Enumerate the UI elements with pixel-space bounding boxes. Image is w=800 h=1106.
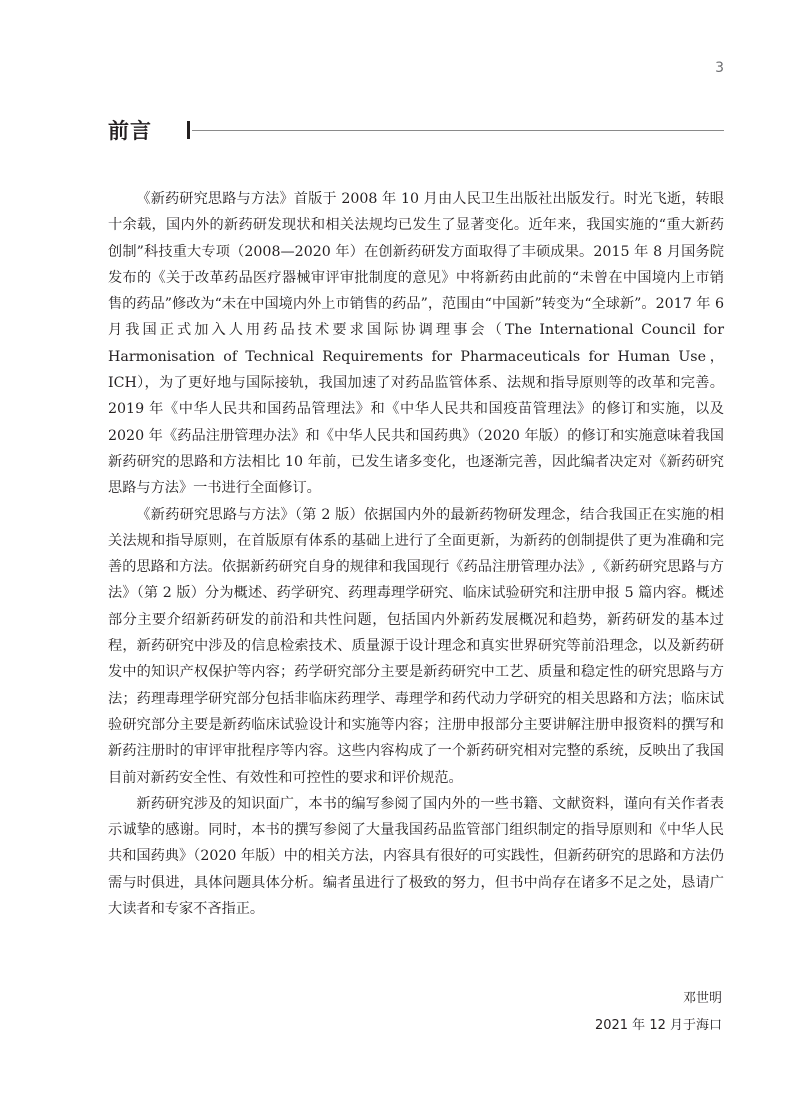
signature-author: 邓世明 [682, 991, 722, 1006]
paragraph-1: 《新药研究思路与方法》首版于 2008 年 10 月由人民卫生出版社出版发行。时光飞逝，转眼十余载，国内外的新药研发现状和相关法规均已发生了显著变化。近年来，我国实施的“重大新药创制”科技重大专项（2008—2020 年）在创新药研发方面取得了丰硕成果。2015 年 8 月国务院发布的《关于改革药品医疗器械审评审批制度的意见》中将新药由此前的“未曾在中国境内上市销售的药品”修改为“未在中国境内外上市销售的药品”，范围由“中国新”转变为“全球新”。2017 年 6 月我国正式加入人用药品技术要求国际协调理事会（The International Council for Harmonisation of Technical Requirements for Pharmaceuticals for Human Use，ICH），为了更好地与国际接轨，我国加速了对药品监管体系、法规和指导原则等的改革和完善。2019 年《中华人民共和国药品管理法》和《中华人民共和国疫苗管理法》的修订和实施，以及 2020 年《药品注册管理办法》和《中华人民共和国药典》（2020 年版）的修订和实施意味着我国新药研究的思路和方法相比 10 年前，已发生诸多变化，也逐渐完善，因此编者决定对《新药研究思路与方法》一书进行全面修订。 [108, 191, 724, 497]
section-heading [108, 118, 724, 144]
paragraph-3: 新药研究涉及的知识面广，本书的编写参阅了国内外的一些书籍、文献资料，谨向有关作者表示诚挚的感谢。同时，本书的撰写参阅了大量我国药品监管部门组织制定的指导原则和《中华人民共和国药典》（2020 年版）中的相关方法，内容具有很好的可实践性，但新药研究的思路和方法仍需与时俱进，具体问题具体分析。编者虽进行了极致的努力，但书中尚存在诸多不足之处，恳请广大读者和专家不吝指正。 [108, 795, 724, 918]
signature-date: 2021 年 12 月于海口 [594, 1018, 722, 1033]
page-number: 3 [715, 60, 724, 76]
preface-body [108, 186, 724, 922]
paragraph-2: 《新药研究思路与方法》（第 2 版）依据国内外的最新药物研发理念，结合我国正在实施的相关法规和指导原则，在首版原有体系的基础上进行了全面更新，为新药的创制提供了更为准确和完善的思路和方法。依据新药研究自身的规律和我国现行《药品注册管理办法》,《新药研究思路与方法》（第 2 版）分为概述、药学研究、药理毒理学研究、临床试验研究和注册申报 5 篇内容。概述部分主要介绍新药研发的前沿和共性问题，包括国内外新药发展概况和趋势，新药研发的基本过程，新药研究中涉及的信息检索技术、质量源于设计理念和真实世界研究等前沿理念，以及新药研发中的知识产权保护等内容；药学研究部分主要是新药研究中工艺、质量和稳定性的研究思路与方法；药理毒理学研究部分包括非临床药理学、毒理学和药代动力学研究的相关思路和方法；临床试验研究部分主要是新药临床试验设计和实施等内容；注册申报部分主要讲解注册申报资料的撰写和新药注册时的审评审批程序等内容。这些内容构成了一个新药研究相对完整的系统，反映出了我国目前对新药安全性、有效性和可控性的要求和评价规范。 [108, 506, 724, 786]
heading-vertical-bar [187, 121, 190, 139]
heading-title: 前言 [108, 119, 152, 143]
heading-horizontal-rule [192, 130, 724, 131]
